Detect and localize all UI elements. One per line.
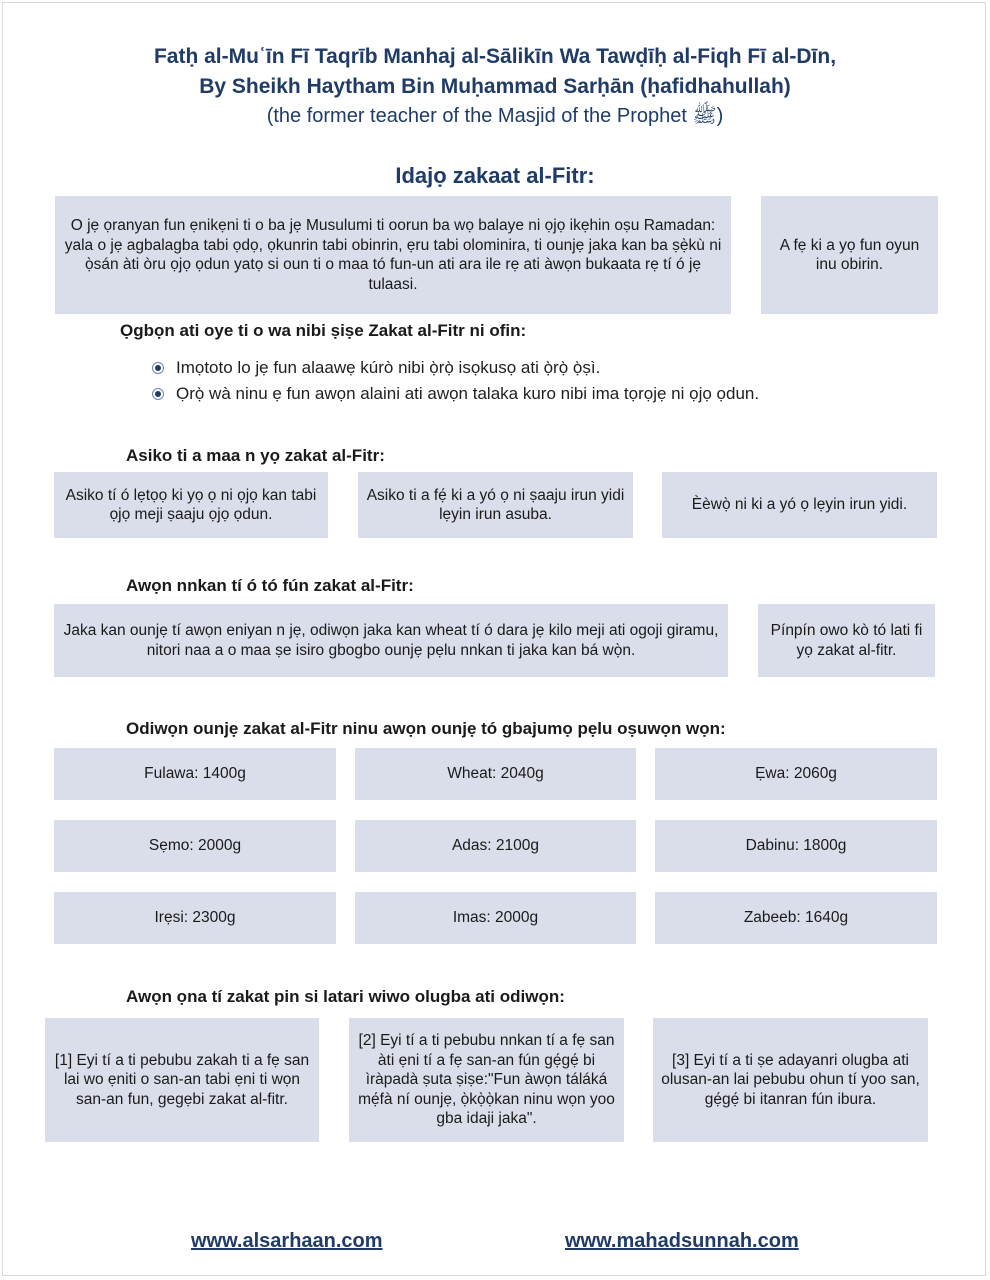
ways-text: [1] Eyi tí a ti pebubu zakah ti a fẹ san lai wo ẹniti o san-an tabi ẹni ti wọn san-an fun, gegẹbi zakat al-fitr. — [54, 1051, 310, 1108]
measure-text: Ẹwa: 2060g — [755, 765, 837, 783]
timing-box-1 — [54, 472, 328, 538]
items-side-box — [758, 604, 935, 677]
bullet-icon — [152, 388, 164, 400]
measures-heading: Odiwọn ounjẹ zakat al-Fitr ninu awọn ounjẹ tó gbajumọ pẹlu oṣuwọn wọn: — [126, 719, 726, 738]
ruling-side-box — [761, 196, 938, 314]
measure-text: Zabeeb: 1640g — [743, 909, 849, 927]
measure-cell — [355, 748, 636, 800]
main-heading: Idajọ zakaat al-Fitr: — [395, 163, 595, 188]
ways-box-2 — [349, 1018, 624, 1142]
ways-box-3 — [653, 1018, 928, 1142]
timing-text: Èèwọ̀ ni ki a yó ọ lẹyin irun yidi. — [691, 496, 908, 514]
alsarhaan-link[interactable]: www.alsarhaan.com — [191, 1230, 383, 1252]
wisdom-heading: Ọgbọn ati oye ti o wa nibi ṣiṣe Zakat al-Fitr ni ofin: — [120, 321, 527, 340]
ruling-text: O jẹ ọranyan fun ẹnikẹni ti o ba jẹ Musulumi ti oorun ba wọ balaye ni ọjọ ikẹhin oṣu Ramadan: yala o jẹ agbalagba tabi ọdọ, ọkunrin tabi obinrin, ẹru tabi olominira, ti ounjẹ jaka kan ba ṣẹ̀kù ni ọ̀sán àti òru ọjọ ọdun yatọ si oun ti o maa tó fun-un ati ara ile rẹ ati àwọn bukaata rẹ tí ó jẹ tulaasi. — [64, 217, 722, 293]
measure-cell — [54, 748, 336, 800]
measure-text: Imas: 2000g — [452, 909, 539, 927]
measure-text: Wheat: 2040g — [447, 765, 544, 783]
measure-cell — [54, 820, 336, 872]
document-title-line2: By Sheikh Haytham Bin Muḥammad Sarḥān (ḥafidhahullah) — [199, 75, 791, 98]
items-box — [54, 604, 728, 677]
wisdom-bullet-text: Ọrọ̀ wà ninu ẹ fun awọn alaini ati awọn talaka kuro nibi ima tọrọjẹ ni ọjọ ọdun. — [176, 384, 760, 403]
timing-box-3 — [662, 472, 937, 538]
timing-heading: Asiko ti a maa n yọ zakat al-Fitr: — [126, 446, 385, 465]
measure-text: Dabinu: 1800g — [745, 837, 847, 855]
items-heading: Awọn nnkan tí ó tó fún zakat al-Fitr: — [126, 576, 414, 595]
ruling-side-text: A fẹ ki a yọ fun oyun inu obirin. — [779, 236, 920, 273]
timing-box-2 — [358, 472, 633, 538]
ways-heading: Awọn ọna tí zakat pin si latari wiwo olugba ati odiwọn: — [126, 987, 565, 1006]
items-text: Jaka kan ounjẹ tí awọn eniyan n jẹ, odiwọn jaka kan wheat tí ó dara jẹ kilo meji ati ogoji giramu, nitori naa a o maa ṣe isiro gbogbo ounjẹ pẹlu nnkan ti jaka kan bá wọ̀n. — [63, 622, 719, 659]
timing-text: Asiko ti a fẹ́ ki a yó ọ ni ṣaaju irun yidi lẹyin irun asuba. — [366, 486, 625, 523]
ruling-box — [55, 196, 731, 314]
measure-text: Irẹsi: 2300g — [154, 909, 236, 927]
measure-cell — [355, 820, 636, 872]
measure-cell — [655, 820, 937, 872]
wisdom-bullet-1 — [152, 358, 600, 378]
ways-text: [3] Eyi tí a ti ṣe adayanri olugba ati olusan-an lai pebubu ohun tí yoo san, gẹ́gẹ́ bi itanran fún ibura. — [661, 1051, 920, 1108]
measure-cell — [655, 748, 937, 800]
ways-box-1 — [45, 1018, 319, 1142]
measure-cell — [355, 892, 636, 944]
items-side-text: Pínpín owo kò tó lati fi yọ zakat al-fitr. — [770, 622, 923, 659]
mahadsunnah-link[interactable]: www.mahadsunnah.com — [565, 1230, 799, 1252]
measure-text: Sẹmo: 2000g — [148, 837, 242, 855]
document-title-line1: Fatḥ al-Muʿīn Fī Taqrīb Manhaj al-Sālikīn Wa Tawḍīḥ al-Fiqh Fī al-Dīn, — [153, 45, 837, 68]
document-subtitle: (the former teacher of the Masjid of the Prophet ﷺ) — [266, 105, 724, 127]
timing-text: Asiko tí ó lẹtọọ ki yọ ọ ni ọjọ kan tabi ọjọ meji ṣaaju ọjọ ọdun. — [65, 486, 317, 523]
ways-text: [2] Eyi tí a ti pebubu nnkan tí a fẹ san àti ẹni tí a fẹ san-an fún gẹ́gẹ́ bi ìràpadà ṣuta ṣiṣe:"Fun àwọn táláká mẹ́fà ní ounjẹ, ọ̀kọ̀ọ̀kan ninu wọn yoo gba idaji jaka". — [358, 1032, 615, 1128]
measure-text: Fulawa: 1400g — [144, 765, 246, 783]
measure-cell — [54, 892, 336, 944]
wisdom-bullet-2 — [152, 384, 759, 404]
bullet-icon — [152, 362, 164, 374]
measure-text: Adas: 2100g — [451, 837, 540, 855]
measure-cell — [655, 892, 937, 944]
wisdom-bullet-text: Imọtoto lo jẹ fun alaawẹ kúrò nibi ọ̀rọ̀ isọkusọ ati ọ̀rọ̀ ọ̀ṣì. — [176, 358, 601, 377]
